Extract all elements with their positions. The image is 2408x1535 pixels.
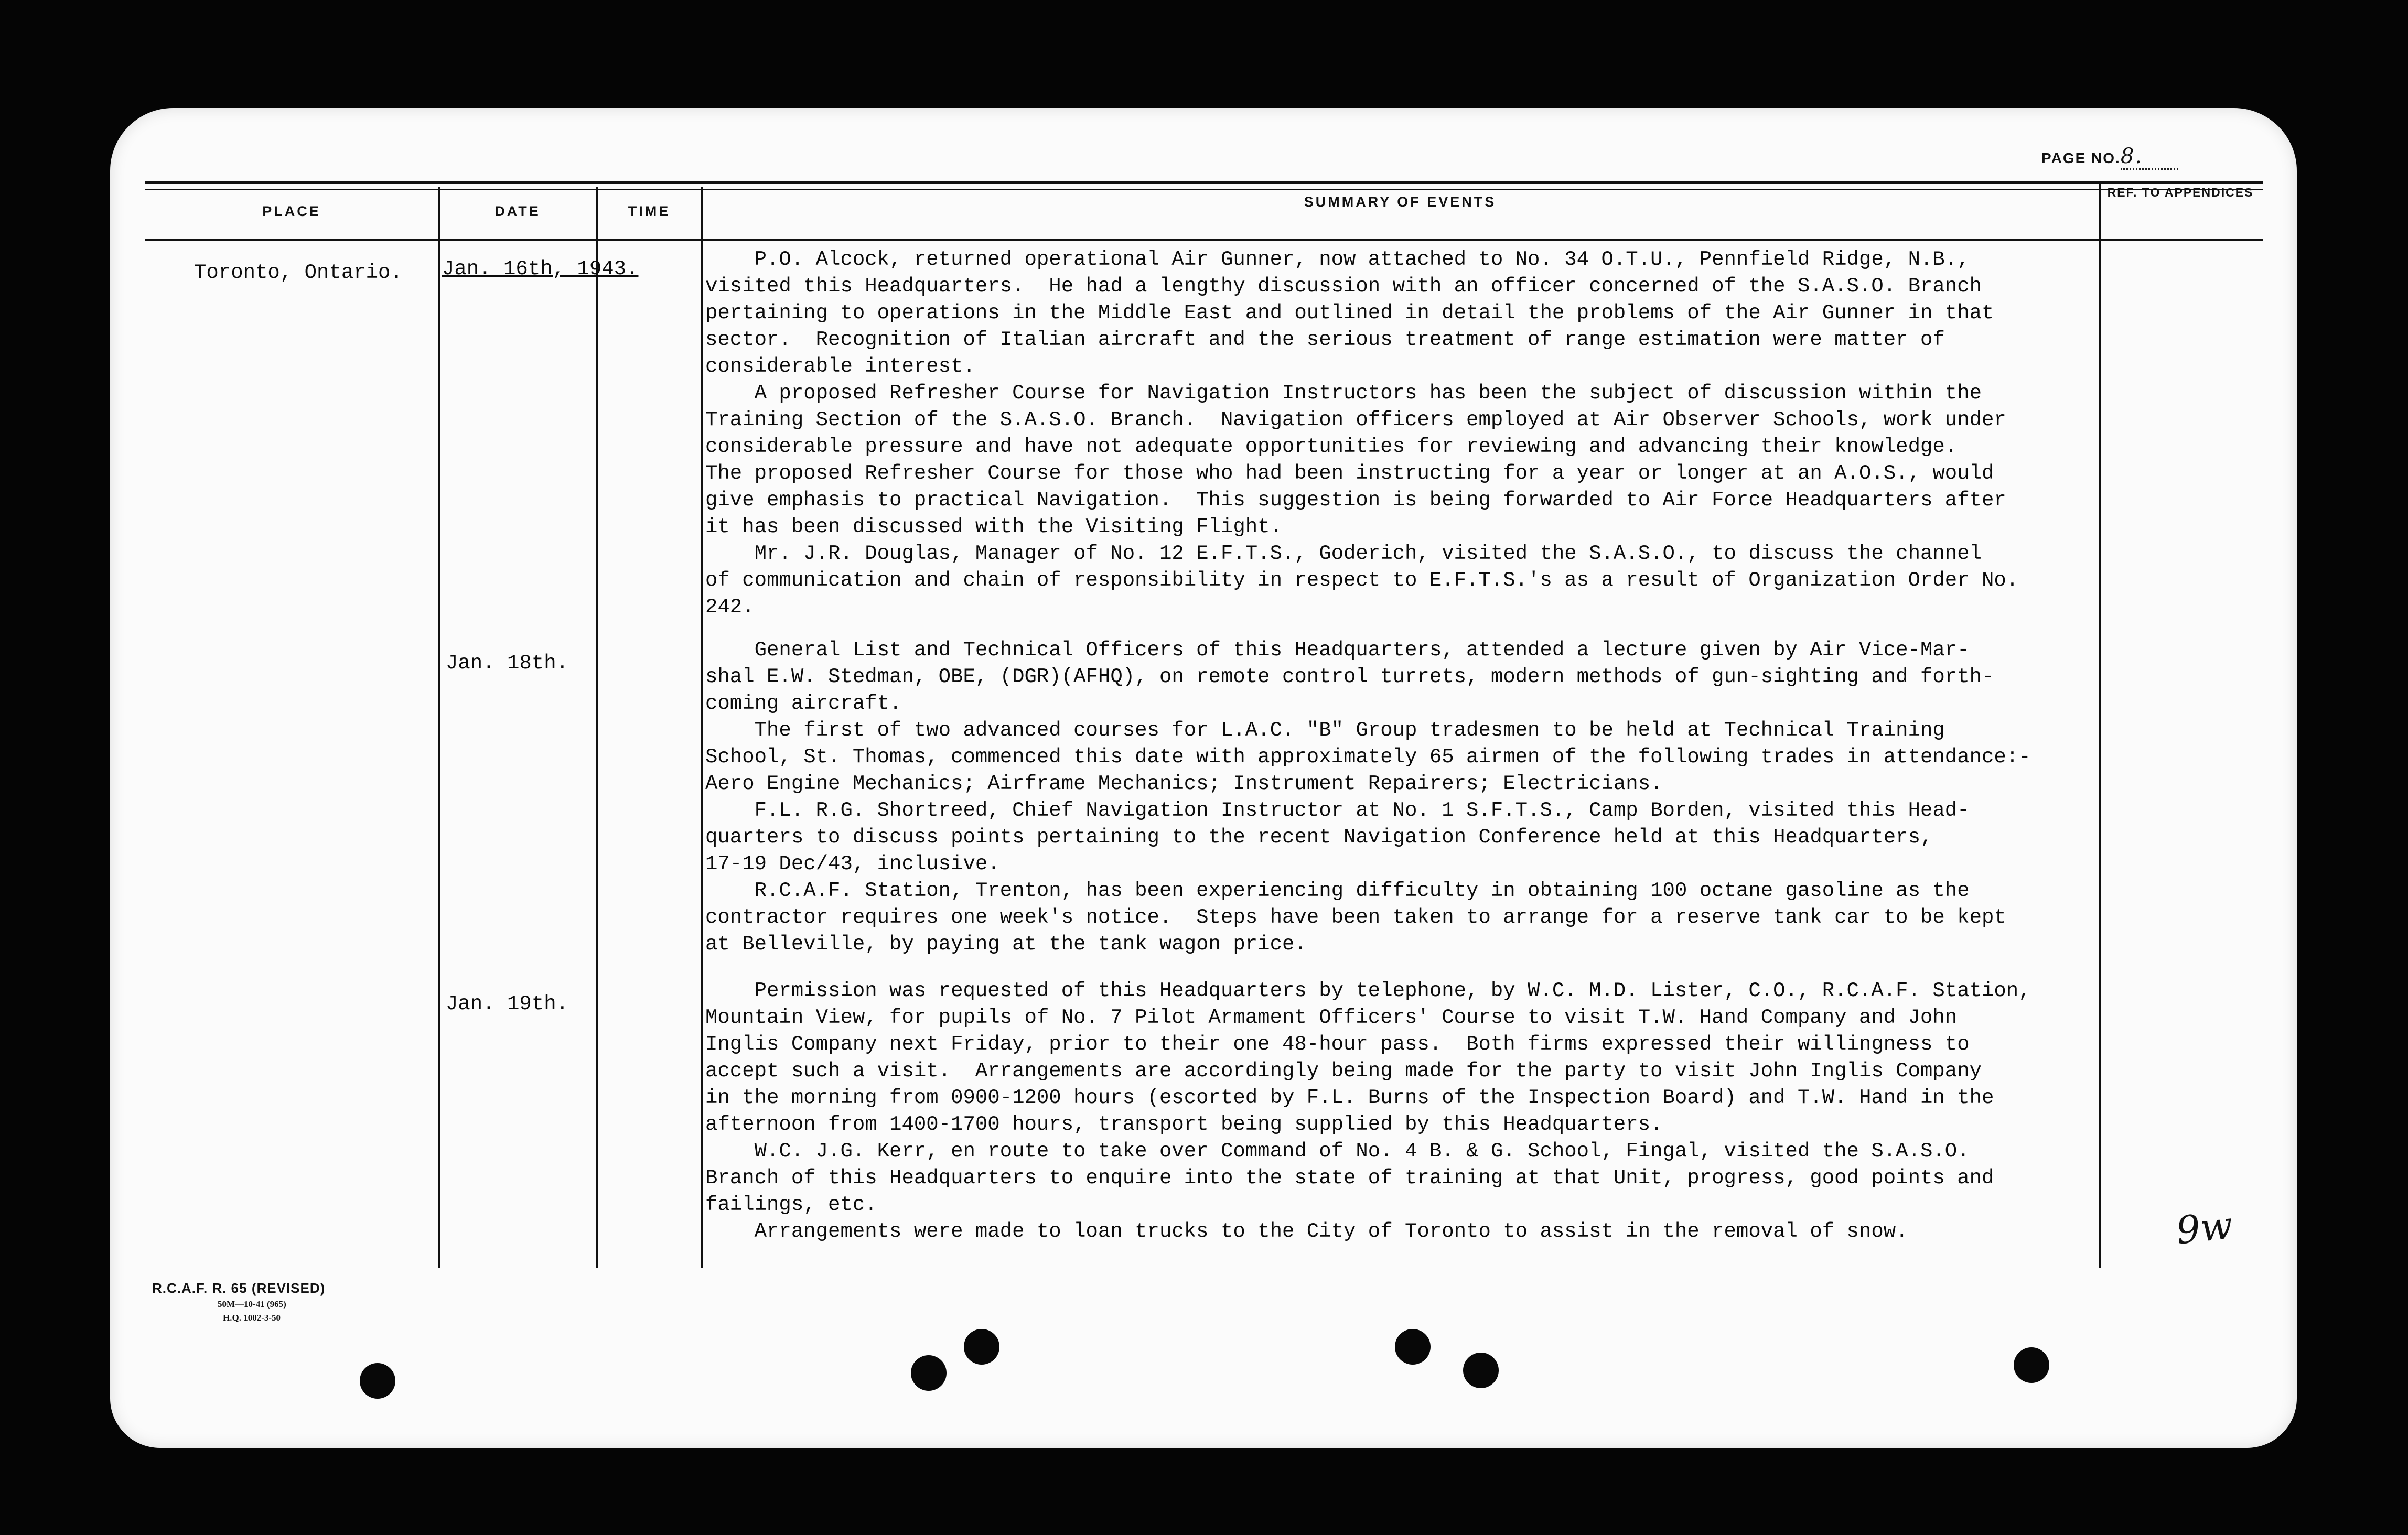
entry-3-paragraph-3 — [705, 1218, 2100, 1245]
entry-3-paragraph-1 — [705, 978, 2100, 1138]
summary-line: Training Section of the S.A.S.O. Branch. Navigation officers employed at Air Observer Schools, work under — [705, 408, 2006, 431]
summary-line: Mr. J.R. Douglas, Manager of No. 12 E.F.T.S., Goderich, visited the S.A.S.O., to discuss the channel — [705, 542, 1982, 565]
page-number-label: PAGE NO. — [2041, 150, 2121, 166]
summary-line: considerable interest. — [705, 355, 975, 378]
summary-line: Inglis Company next Friday, prior to their one 48-hour pass. Both firms expressed their willingness to — [705, 1033, 1970, 1056]
summary-line: of communication and chain of responsibility in respect to E.F.T.S.'s as a result of Organization Order No. — [705, 569, 2019, 592]
summary-line: at Belleville, by paying at the tank wagon price. — [705, 933, 1307, 956]
entry-date: Jan. 19th. — [446, 992, 569, 1015]
summary-line: quarters to discuss points pertaining to the recent Navigation Conference held at this Headquarters, — [705, 826, 1933, 849]
column-divider-place-date — [438, 187, 440, 1268]
entry-1-paragraph-3 — [705, 541, 2100, 621]
column-divider-date-time — [596, 187, 598, 1268]
entry-2-paragraph-4 — [705, 878, 2100, 958]
summary-line: afternoon from 1400-1700 hours, transport being supplied by this Headquarters. — [705, 1113, 1663, 1136]
summary-line: R.C.A.F. Station, Trenton, has been experiencing difficulty in obtaining 100 octane gasoline as the — [705, 879, 1970, 902]
punch-hole — [1463, 1353, 1499, 1388]
column-divider-time-summary — [701, 187, 703, 1268]
form-hq-code: H.Q. 1002-3-50 — [223, 1313, 281, 1323]
punch-hole — [2014, 1347, 2049, 1383]
page-number — [2041, 144, 2178, 170]
form-number: R.C.A.F. R. 65 (REVISED) — [152, 1280, 326, 1296]
handwritten-initials: 9w — [2174, 1203, 2235, 1253]
entry-date: Jan. 18th. — [446, 652, 569, 675]
summary-line: Arrangements were made to loan trucks to the City of Toronto to assist in the removal of snow. — [705, 1220, 1908, 1243]
entry-1-paragraph-1 — [705, 246, 2100, 380]
header-ref: REF. TO APPENDICES — [2107, 186, 2254, 199]
summary-line: failings, etc. — [705, 1193, 877, 1216]
entry-2-paragraph-1 — [705, 637, 2100, 717]
punch-hole — [1395, 1329, 1431, 1365]
header-date: DATE — [494, 203, 541, 219]
summary-line: give emphasis to practical Navigation. This suggestion is being forwarded to Air Force Headquarters after — [705, 489, 2006, 512]
summary-line: visited this Headquarters. He had a lengthy discussion with an officer concerned of the S.A.S.O. Branch — [705, 275, 1982, 298]
summary-line: W.C. J.G. Kerr, en route to take over Command of No. 4 B. & G. School, Fingal, visited the S.A.S.O. — [705, 1140, 1970, 1163]
entry-2-paragraph-3 — [705, 797, 2100, 878]
header-time: TIME — [628, 203, 671, 219]
summary-line: in the morning from 0900-1200 hours (escorted by F.L. Burns of the Inspection Board) and T.W. Hand in the — [705, 1086, 1994, 1109]
summary-line: School, St. Thomas, commenced this date with approximately 65 airmen of the following trades in attendance:- — [705, 745, 2031, 769]
summary-line: Branch of this Headquarters to enquire into the state of training at that Unit, progress, good points and — [705, 1166, 1994, 1190]
punch-hole — [964, 1329, 999, 1365]
entry-1-paragraph-2 — [705, 380, 2100, 541]
header-place: PLACE — [262, 203, 321, 219]
summary-line: General List and Technical Officers of this Headquarters, attended a lecture given by Air Vice-Mar- — [705, 639, 1970, 662]
summary-line: 17-19 Dec/43, inclusive. — [705, 852, 1000, 875]
summary-line: considerable pressure and have not adequate opportunities for reviewing and advancing their knowledge. — [705, 435, 1958, 458]
page-number-value: 8. — [2121, 144, 2178, 170]
summary-line: shal E.W. Stedman, OBE, (DGR)(AFHQ), on remote control turrets, modern methods of gun-sighting and forth- — [705, 665, 1994, 688]
summary-line: Aero Engine Mechanics; Airframe Mechanics; Instrument Repairers; Electricians. — [705, 772, 1663, 795]
form-print-code: 50M—10-41 (965) — [218, 1299, 286, 1309]
summary-line: F.L. R.G. Shortreed, Chief Navigation Instructor at No. 1 S.F.T.S., Camp Borden, visited this Head- — [705, 799, 1970, 822]
summary-line: The first of two advanced courses for L.A.C. "B" Group tradesmen to be held at Technical Training — [705, 719, 1945, 742]
header-bottom-rule — [145, 239, 2263, 241]
summary-line: Mountain View, for pupils of No. 7 Pilot Armament Officers' Course to visit T.W. Hand Company and John — [705, 1006, 1958, 1029]
summary-line: contractor requires one week's notice. Steps have been taken to arrange for a reserve tank car to be kept — [705, 906, 2006, 929]
summary-line: coming aircraft. — [705, 692, 902, 715]
table-top-rule-thin — [145, 189, 2263, 190]
header-summary: SUMMARY OF EVENTS — [1304, 194, 1497, 210]
table-top-rule — [145, 181, 2263, 184]
entry-2-paragraph-2 — [705, 717, 2100, 797]
entry-place: Toronto, Ontario. — [194, 261, 403, 284]
summary-line: P.O. Alcock, returned operational Air Gunner, now attached to No. 34 O.T.U., Pennfield Ridge, N.B., — [705, 248, 1970, 271]
summary-line: Permission was requested of this Headquarters by telephone, by W.C. M.D. Lister, C.O., R.C.A.F. Station, — [705, 979, 2031, 1002]
punch-hole — [360, 1363, 395, 1399]
summary-line: 242. — [705, 596, 755, 619]
summary-line: pertaining to operations in the Middle East and outlined in detail the problems of the Air Gunner in that — [705, 301, 1994, 325]
entry-3-paragraph-2 — [705, 1138, 2100, 1218]
summary-line: The proposed Refresher Course for those who had been instructing for a year or longer at an A.O.S., would — [705, 462, 1994, 485]
summary-line: sector. Recognition of Italian aircraft and the serious treatment of range estimation were matter of — [705, 328, 1945, 351]
entry-date: Jan. 16th, 1943. — [442, 257, 639, 280]
summary-line: A proposed Refresher Course for Navigation Instructors has been the subject of discussion within the — [705, 382, 1982, 405]
summary-line: it has been discussed with the Visiting Flight. — [705, 515, 1282, 538]
punch-hole — [911, 1355, 947, 1391]
summary-line: accept such a visit. Arrangements are accordingly being made for the party to visit John Inglis Company — [705, 1060, 1982, 1083]
